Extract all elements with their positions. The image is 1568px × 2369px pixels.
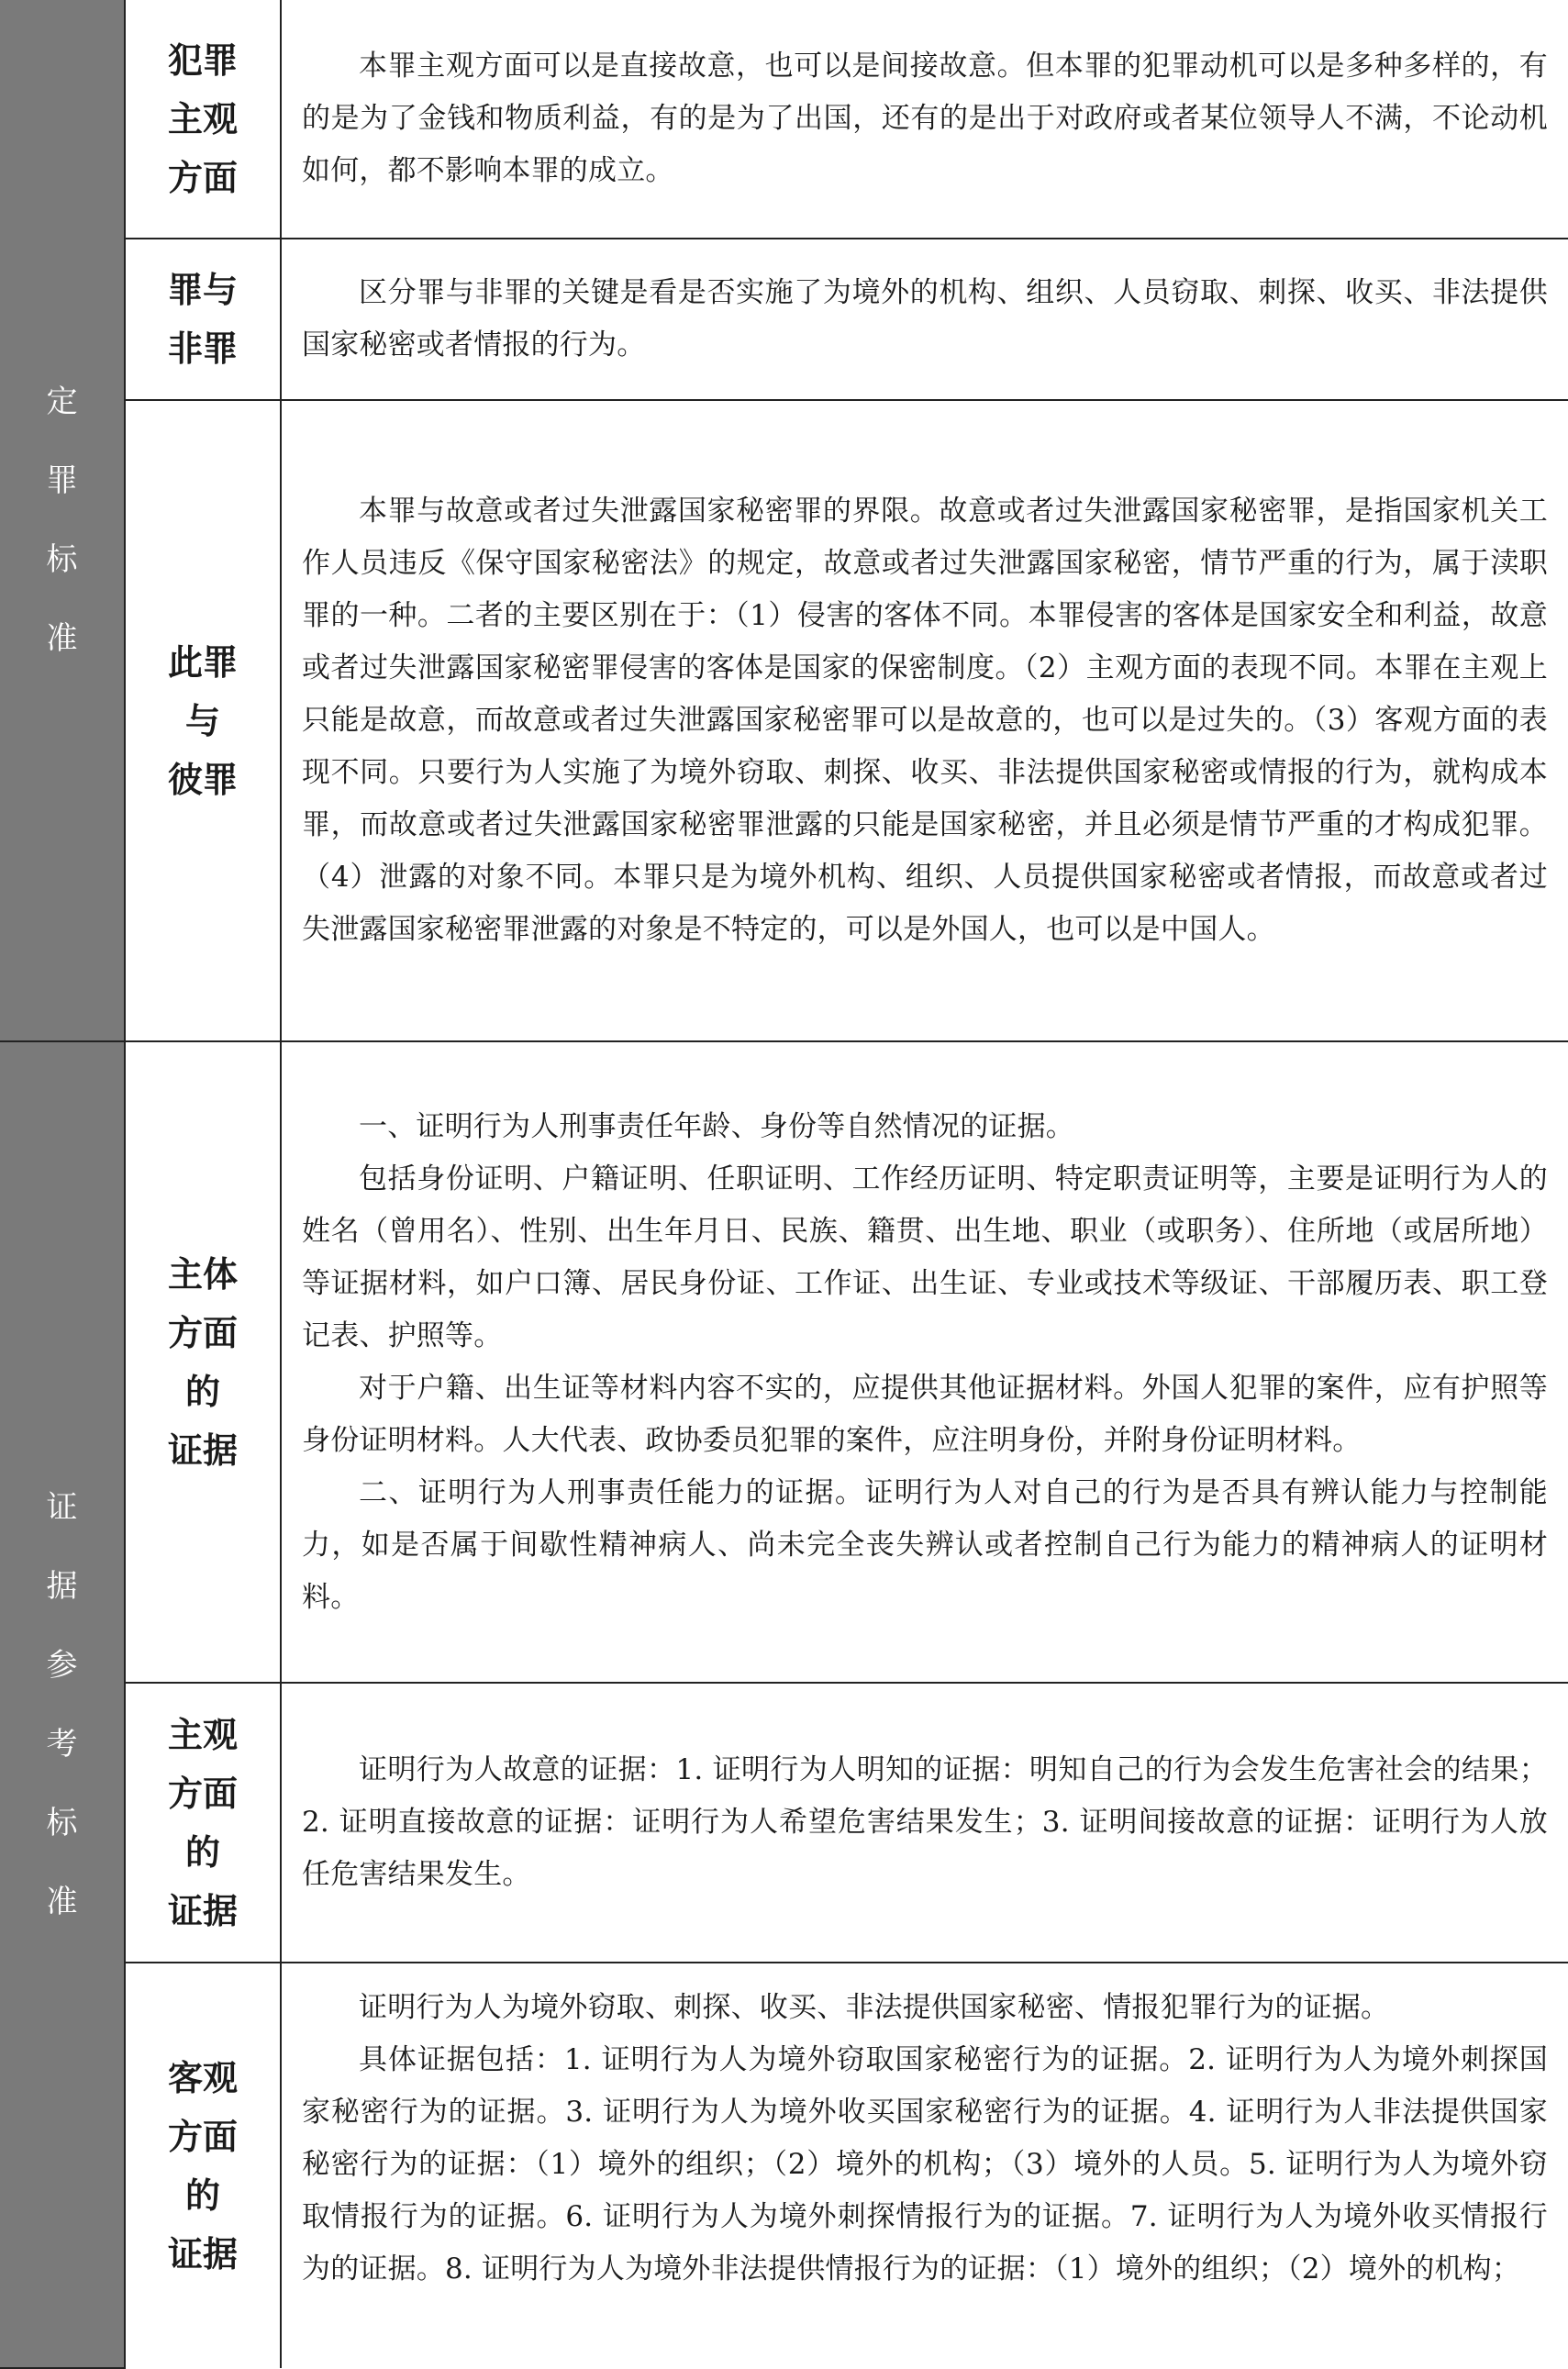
paragraph: 证明行为人故意的证据：1. 证明行为人明知的证据：明知自己的行为会发生危害社会的结果；2. 证明直接故意的证据：证明行为人希望危害结果发生；3. 证明间接故意的证据：证明行为人放任危害结果发生。 <box>302 1753 1548 1891</box>
row-label-line: 的 <box>184 1831 220 1873</box>
row-label-line: 证据 <box>167 2233 238 2274</box>
table-row <box>0 239 1568 400</box>
row-label-subjective-evidence <box>125 1683 281 1963</box>
row-label-line: 主观 <box>167 98 238 139</box>
row-label-line: 的 <box>184 1371 220 1412</box>
row-label-objective-evidence <box>125 1963 281 2368</box>
row-content <box>281 1683 1568 1963</box>
section-label-char: 参 <box>46 1647 78 1684</box>
row-label-line: 主观 <box>167 1714 238 1755</box>
row-label-line: 犯罪 <box>167 39 238 81</box>
table-row <box>0 0 1568 239</box>
section-header-conviction-standard <box>0 0 125 1041</box>
row-content <box>281 1963 1568 2368</box>
table-row <box>0 1963 1568 2368</box>
section-header-evidence-reference <box>0 1041 125 2368</box>
row-label-line: 罪与 <box>167 270 238 310</box>
row-label-line: 方面 <box>167 1773 238 1814</box>
row-label-subject-evidence <box>125 1041 281 1683</box>
section-label-char: 标 <box>46 541 78 578</box>
table-row <box>0 1683 1568 1963</box>
paragraph: 对于户籍、出生证等材料内容不实的，应提供其他证据材料。外国人犯罪的案件，应有护照等身份证明材料。人大代表、政协委员犯罪的案件，应注明身份，并附身份证明材料。 <box>302 1371 1548 1457</box>
row-content <box>281 400 1568 1041</box>
row-label-line: 彼罪 <box>167 759 238 800</box>
paragraph: 包括身份证明、户籍证明、任职证明、工作经历证明、特定职责证明等，主要是证明行为人的姓名（曾用名）、性别、出生年月日、民族、籍贯、出生地、职业（或职务）、住所地（或居所地）等证据材料，如户口簿、居民身份证、工作证、出生证、专业或技术等级证、干部履历表、职工登记表、护照等。 <box>302 1162 1548 1352</box>
row-label-line: 与 <box>184 700 220 741</box>
row-label-line: 的 <box>184 2174 220 2216</box>
row-label-line: 此罪 <box>167 641 238 683</box>
row-content <box>281 239 1568 400</box>
table-row <box>0 400 1568 1041</box>
row-label-line: 方面 <box>167 1312 238 1353</box>
paragraph: 一、证明行为人刑事责任年龄、身份等自然情况的证据。 <box>359 1109 1074 1143</box>
row-content <box>281 1041 1568 1683</box>
section-label-char: 准 <box>46 620 78 657</box>
section-label-char: 证 <box>46 1489 78 1526</box>
row-label-crime-or-not <box>125 239 281 400</box>
row-label-line: 主体 <box>167 1253 238 1295</box>
section-label-char: 标 <box>46 1805 78 1841</box>
row-label-line: 客观 <box>167 2057 238 2098</box>
paragraph: 本罪主观方面可以是直接故意，也可以是间接故意。但本罪的犯罪动机可以是多种多样的，有的是为了金钱和物质利益，有的是为了出国，还有的是出于对政府或者某位领导人不满，不论动机如何，都不影响本罪的成立。 <box>302 50 1548 187</box>
paragraph: 区分罪与非罪的关键是看是否实施了为境外的机构、组织、人员窃取、刺探、收买、非法提供国家秘密或者情报的行为。 <box>302 276 1548 361</box>
section-label-char: 考 <box>46 1726 78 1763</box>
section-label-char: 罪 <box>46 462 78 499</box>
section-label-char: 准 <box>46 1884 78 1920</box>
paragraph: 二、证明行为人刑事责任能力的证据。证明行为人对自己的行为是否具有辨认能力与控制能力，如是否属于间歇性精神病人、尚未完全丧失辨认或者控制自己行为能力的精神病人的证明材料。 <box>302 1475 1548 1614</box>
section-label-char: 据 <box>46 1568 78 1605</box>
row-label-this-crime-vs-that <box>125 400 281 1041</box>
row-label-line: 方面 <box>167 157 238 198</box>
row-label-line: 非罪 <box>167 328 238 369</box>
row-label-line: 证据 <box>167 1890 238 1931</box>
section-label-char: 定 <box>46 384 78 420</box>
row-content <box>281 0 1568 239</box>
row-label-line: 证据 <box>167 1429 238 1471</box>
row-label-subjective-aspect <box>125 0 281 239</box>
paragraph: 具体证据包括：1. 证明行为人为境外窃取国家秘密行为的证据。2. 证明行为人为境外刺探国家秘密行为的证据。3. 证明行为人为境外收买国家秘密行为的证据。4. 证明行为人非法提供国家秘密行为的证据：（1）境外的组织；（2）境外的机构；（3）境外的人员。5. 证明行为人为境外窃取情报行为的证据。6. 证明行为人为境外刺探情报行为的证据。7. 证明行为人为境外收买情报行为的证据。8. 证明行为人为境外非法提供情报行为的证据：（1）境外的组织；（2）境外的机构； <box>302 2043 1548 2286</box>
row-label-line: 方面 <box>167 2116 238 2157</box>
paragraph: 本罪与故意或者过失泄露国家秘密罪的界限。故意或者过失泄露国家秘密罪，是指国家机关工作人员违反《保守国家秘密法》的规定，故意或者过失泄露国家秘密，情节严重的行为，属于渎职罪的一种。二者的主要区别在于：（1）侵害的客体不同。本罪侵害的客体是国家安全和利益，故意或者过失泄露国家秘密罪侵害的客体是国家的保密制度。（2）主观方面的表现不同。本罪在主观上只能是故意，而故意或者过失泄露国家秘密罪可以是故意的，也可以是过失的。（3）客观方面的表现不同。只要行为人实施了为境外窃取、刺探、收买、非法提供国家秘密或情报的行为，就构成本罪，而故意或者过失泄露国家秘密罪泄露的只能是国家秘密，并且必须是情节严重的才构成犯罪。（4）泄露的对象不同。本罪只是为境外机构、组织、人员提供国家秘密或者情报，而故意或者过失泄露国家秘密罪泄露的对象是不特定的，可以是外国人，也可以是中国人。 <box>302 495 1548 946</box>
table-row <box>0 1041 1568 1683</box>
paragraph: 证明行为人为境外窃取、刺探、收买、非法提供国家秘密、情报犯罪行为的证据。 <box>359 1991 1390 2024</box>
